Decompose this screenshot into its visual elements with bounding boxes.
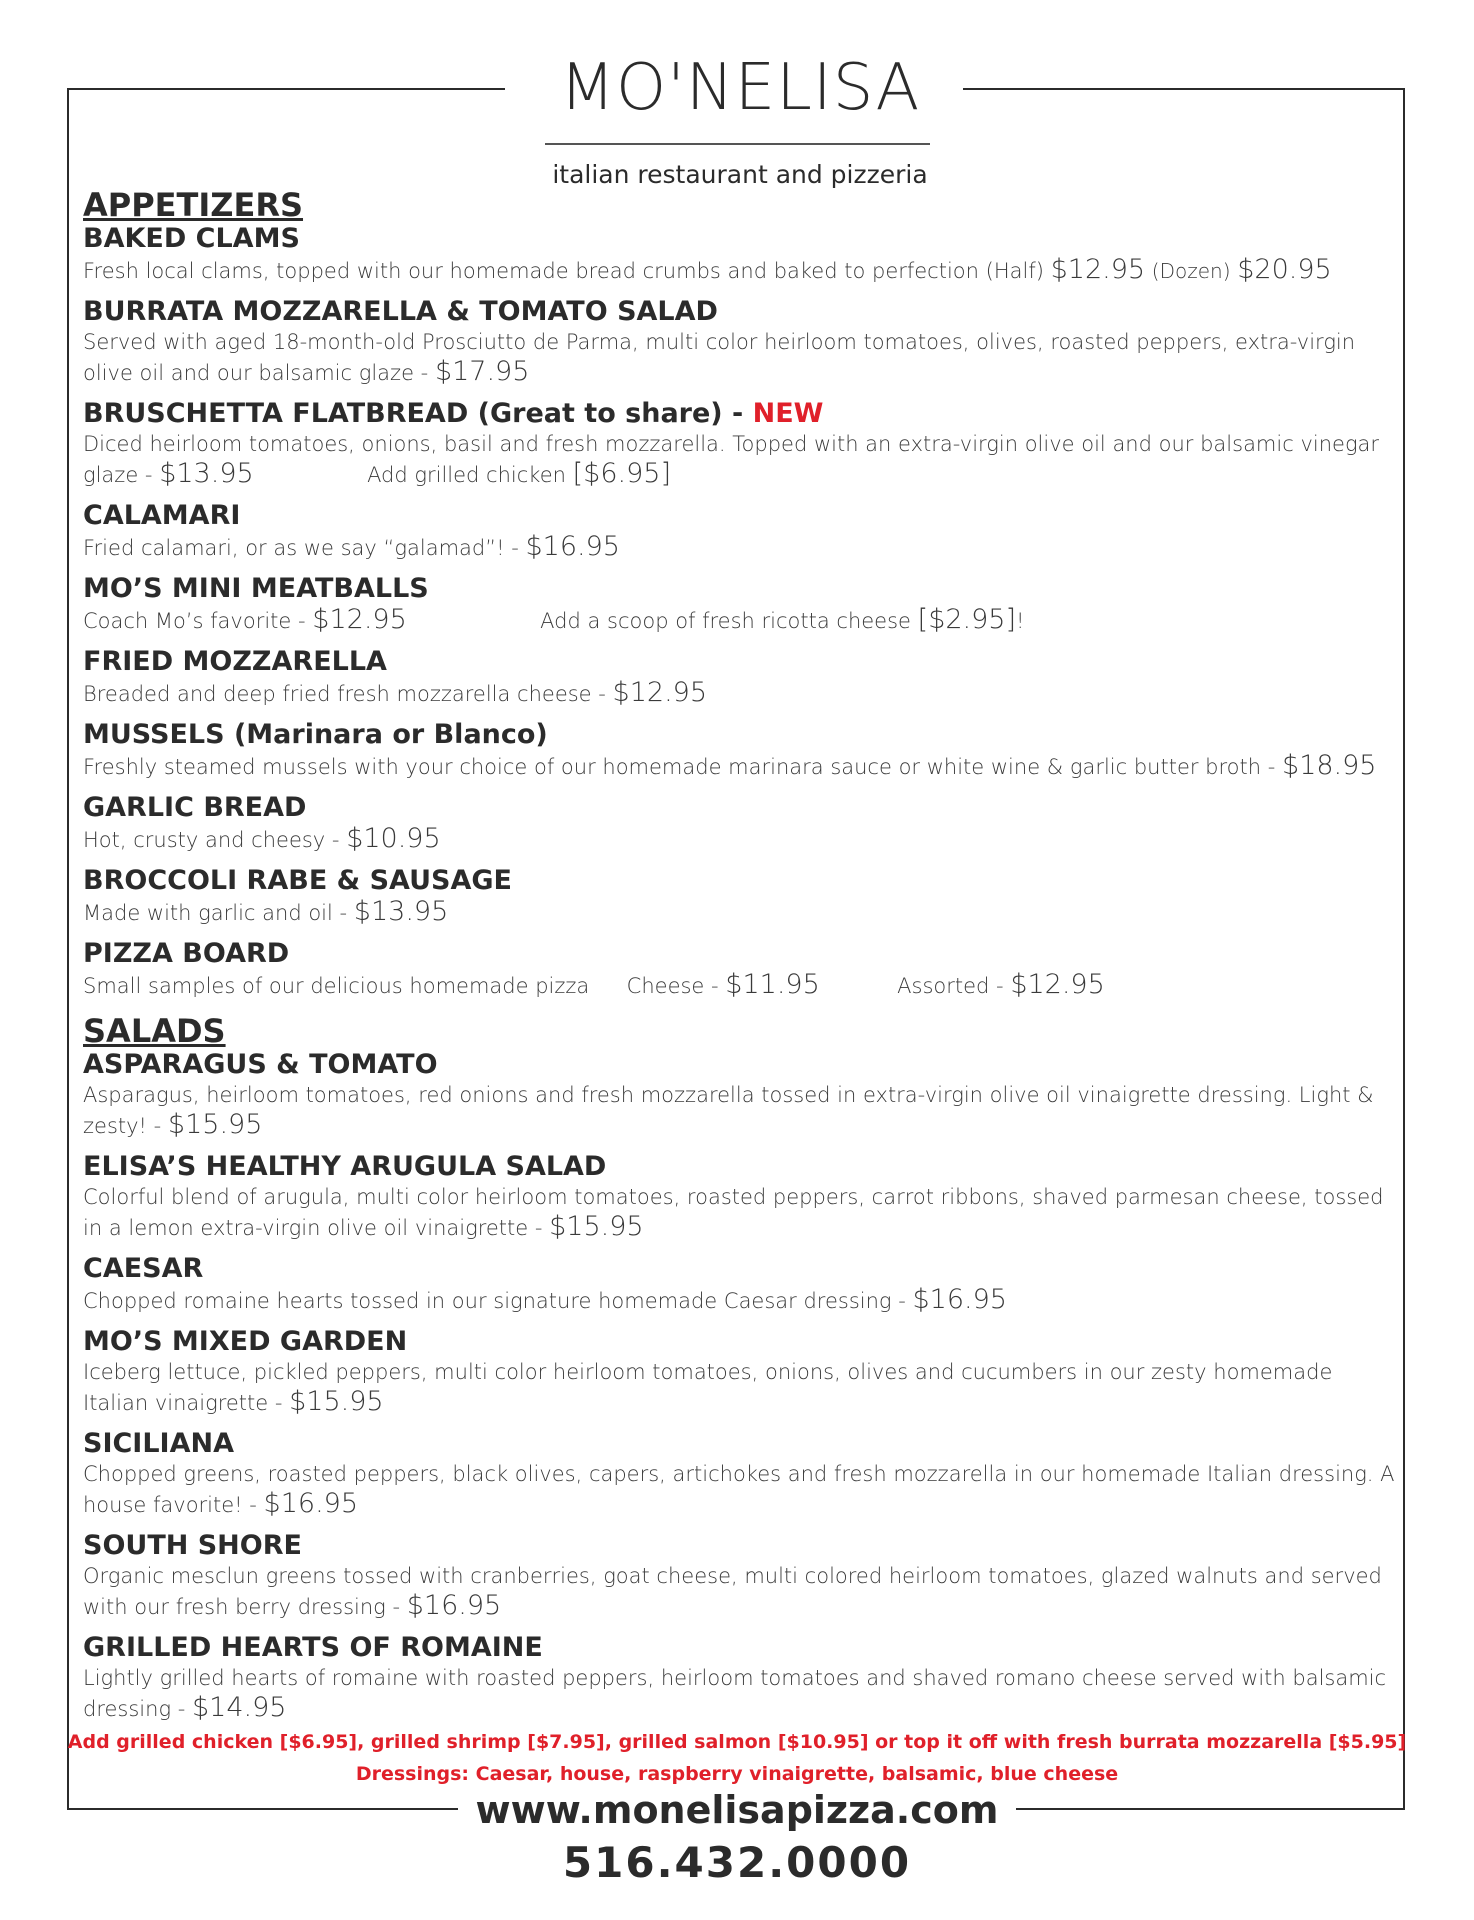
item-price: $13.95 [159,458,254,489]
assorted-label: Assorted - [897,974,1004,998]
item-desc-text: Served with aged 18-month-old Prosciutto de Parma, multi color heirloom tomatoes, olives, roasted peppers, extra-virgin olive oil and our balsamic glaze - [83,330,1356,385]
item-desc-text: Diced heirloom tomatoes, onions, basil and fresh mozzarella. Topped with an extra-virgin olive oil and our balsamic vinegar glaze - [83,432,1380,487]
item-desc-text: Lightly grilled hearts of romaine with roasted peppers, heirloom tomatoes and shaved romano cheese served with balsamic dressing - [83,1666,1387,1721]
phone-number[interactable]: 516.432.0000 [562,1838,912,1887]
item-name: CAESAR [83,1253,204,1284]
item-desc-text: Asparagus, heirloom tomatoes, red onions and fresh mozzarella tossed in extra-virgin olive oil vinaigrette dressing. Light & zesty! - [83,1083,1374,1138]
addon-label: Add grilled chicken [367,463,566,487]
item-desc-text: Colorful blend of arugula, multi color heirloom tomatoes, roasted peppers, carrot ribbons, shaved parmesan cheese, tossed in a lemon extra-virgin olive oil vinaigrette - [83,1185,1384,1240]
menu-item [83,1253,1403,1316]
item-name: BAKED CLAMS [83,223,300,254]
half-label: (Half) [985,259,1044,283]
item-desc-text: Chopped greens, roasted peppers, black olives, capers, artichokes and fresh mozzarella in our homemade Italian dressing. A house favorite! - [83,1462,1395,1517]
item-desc-text: Small samples of our delicious homemade pizza [83,974,590,998]
assorted-price: $12.95 [1010,969,1105,1000]
item-description [83,1358,1403,1418]
item-desc-text: Fresh local clams, topped with our homemade bread crumbs and baked to perfection [83,259,979,283]
item-desc-text: Coach Mo’s favorite - [83,609,306,633]
item-price: $16.95 [912,1284,1007,1315]
salads-section [83,1013,1403,1724]
dozen-label: (Dozen) [1151,259,1231,283]
addon-price: [$2.95] [917,604,1017,635]
menu-item [83,1428,1403,1520]
item-description [83,751,1403,782]
item-price: $18.95 [1282,750,1377,781]
dozen-price: $20.95 [1237,254,1332,285]
menu-item [83,296,1403,388]
item-description [83,532,1403,563]
item-name: SICILIANA [83,1428,234,1459]
dressings-text: Dressings: Caesar, house, raspberry vinaigrette, balsamic, blue cheese [355,1763,1119,1785]
item-description [83,897,1403,928]
item-description [83,1081,1403,1141]
item-description [83,328,1403,388]
item-desc-text: Organic mesclun greens tossed with cranberries, goat cheese, multi colored heirloom tomatoes, glazed walnuts and served with our fresh berry dressing - [83,1564,1382,1619]
menu-item [83,398,1403,490]
item-description [83,255,1403,286]
item-name: GARLIC BREAD [83,792,307,823]
item-description [83,1460,1403,1520]
item-price: $16.95 [525,531,620,562]
menu-item [83,500,1403,563]
item-desc-text: Iceberg lettuce, pickled peppers, multi color heirloom tomatoes, onions, olives and cucumbers in our zesty homemade Italian vinaigrette - [83,1360,1333,1415]
menu-item [83,865,1403,928]
addon-label: Add a scoop of fresh ricotta cheese [540,609,911,633]
item-price: $15.95 [167,1109,263,1140]
restaurant-logo: MO'NELISA [559,51,921,125]
item-name: BURRATA MOZZARELLA & TOMATO SALAD [83,296,718,327]
item-price: $16.95 [406,1590,502,1621]
item-name: SOUTH SHORE [83,1530,302,1561]
item-description [83,678,1403,709]
item-name: BRUSCHETTA FLATBREAD (Great to share) - [83,398,744,429]
new-badge: NEW [752,398,824,429]
menu-content [83,187,1403,1734]
item-price: $12.95 [612,677,708,708]
cheese-label: Cheese - [626,974,719,998]
item-description [83,1562,1403,1622]
item-name: FRIED MOZZARELLA [83,646,387,677]
item-description [83,605,1403,636]
item-name: MUSSELS (Marinara or Blanco) [83,719,548,750]
appetizers-heading: APPETIZERS [83,186,304,224]
menu-item [83,1326,1403,1418]
item-name: BROCCOLI RABE & SAUSAGE [83,865,512,896]
item-description [83,430,1403,490]
item-description [83,1183,1403,1243]
item-desc-text: Hot, crusty and cheesy - [83,828,340,852]
item-name: GRILLED HEARTS OF ROMAINE [83,1632,543,1663]
cheese-price: $11.95 [725,969,820,1000]
menu-item [83,573,1403,636]
item-desc-text: Fried calamari, or as we say “galamad”! - [83,536,519,560]
item-description [83,824,1403,855]
item-name: MO’S MINI MEATBALLS [83,573,429,604]
addons-text: Add grilled chicken [$6.95], grilled shrimp [$7.95], grilled salmon [$10.95] or top it off with fresh burrata mozzarella [$5.95] [67,1731,1407,1753]
item-price: $17.95 [434,356,530,387]
item-price: $14.95 [192,1692,287,1723]
logo-divider [545,143,930,145]
menu-item [83,938,1403,1001]
item-name: MO’S MIXED GARDEN [83,1326,408,1357]
item-name-row [83,398,1403,430]
item-name: ELISA’S HEALTHY ARUGULA SALAD [83,1151,607,1182]
restaurant-tagline: italian restaurant and pizzeria [552,160,928,189]
half-price: $12.95 [1050,254,1146,285]
salads-heading: SALADS [83,1012,226,1050]
item-price: $15.95 [549,1211,644,1242]
menu-item [83,223,1403,286]
item-name: PIZZA BOARD [83,938,290,969]
website-link[interactable]: www.monelisapizza.com [475,1788,999,1832]
menu-item [83,1632,1403,1724]
menu-item [83,792,1403,855]
item-desc-text: Freshly steamed mussels with your choice of our homemade marinara sauce or white wine & garlic butter broth - [83,755,1276,779]
addon-suffix: ! [1016,609,1025,633]
menu-item [83,1530,1403,1622]
menu-item [83,646,1403,709]
item-price: $15.95 [289,1386,384,1417]
item-name: CALAMARI [83,500,241,531]
item-description [83,970,1403,1001]
item-price: $12.95 [312,604,407,635]
menu-item [83,719,1403,782]
addon-price: [$6.95] [572,458,671,489]
menu-item [83,1151,1403,1243]
addons-note [67,1726,1407,1790]
item-description [83,1664,1403,1724]
item-price: $13.95 [353,896,449,927]
item-description [83,1285,1403,1316]
item-desc-text: Breaded and deep fried fresh mozzarella cheese - [83,682,606,706]
item-name: ASPARAGUS & TOMATO [83,1049,438,1080]
item-desc-text: Chopped romaine hearts tossed in our signature homemade Caesar dressing - [83,1289,906,1313]
menu-item [83,1049,1403,1141]
item-desc-text: Made with garlic and oil - [83,901,348,925]
item-price: $16.95 [263,1488,359,1519]
item-price: $10.95 [346,823,441,854]
